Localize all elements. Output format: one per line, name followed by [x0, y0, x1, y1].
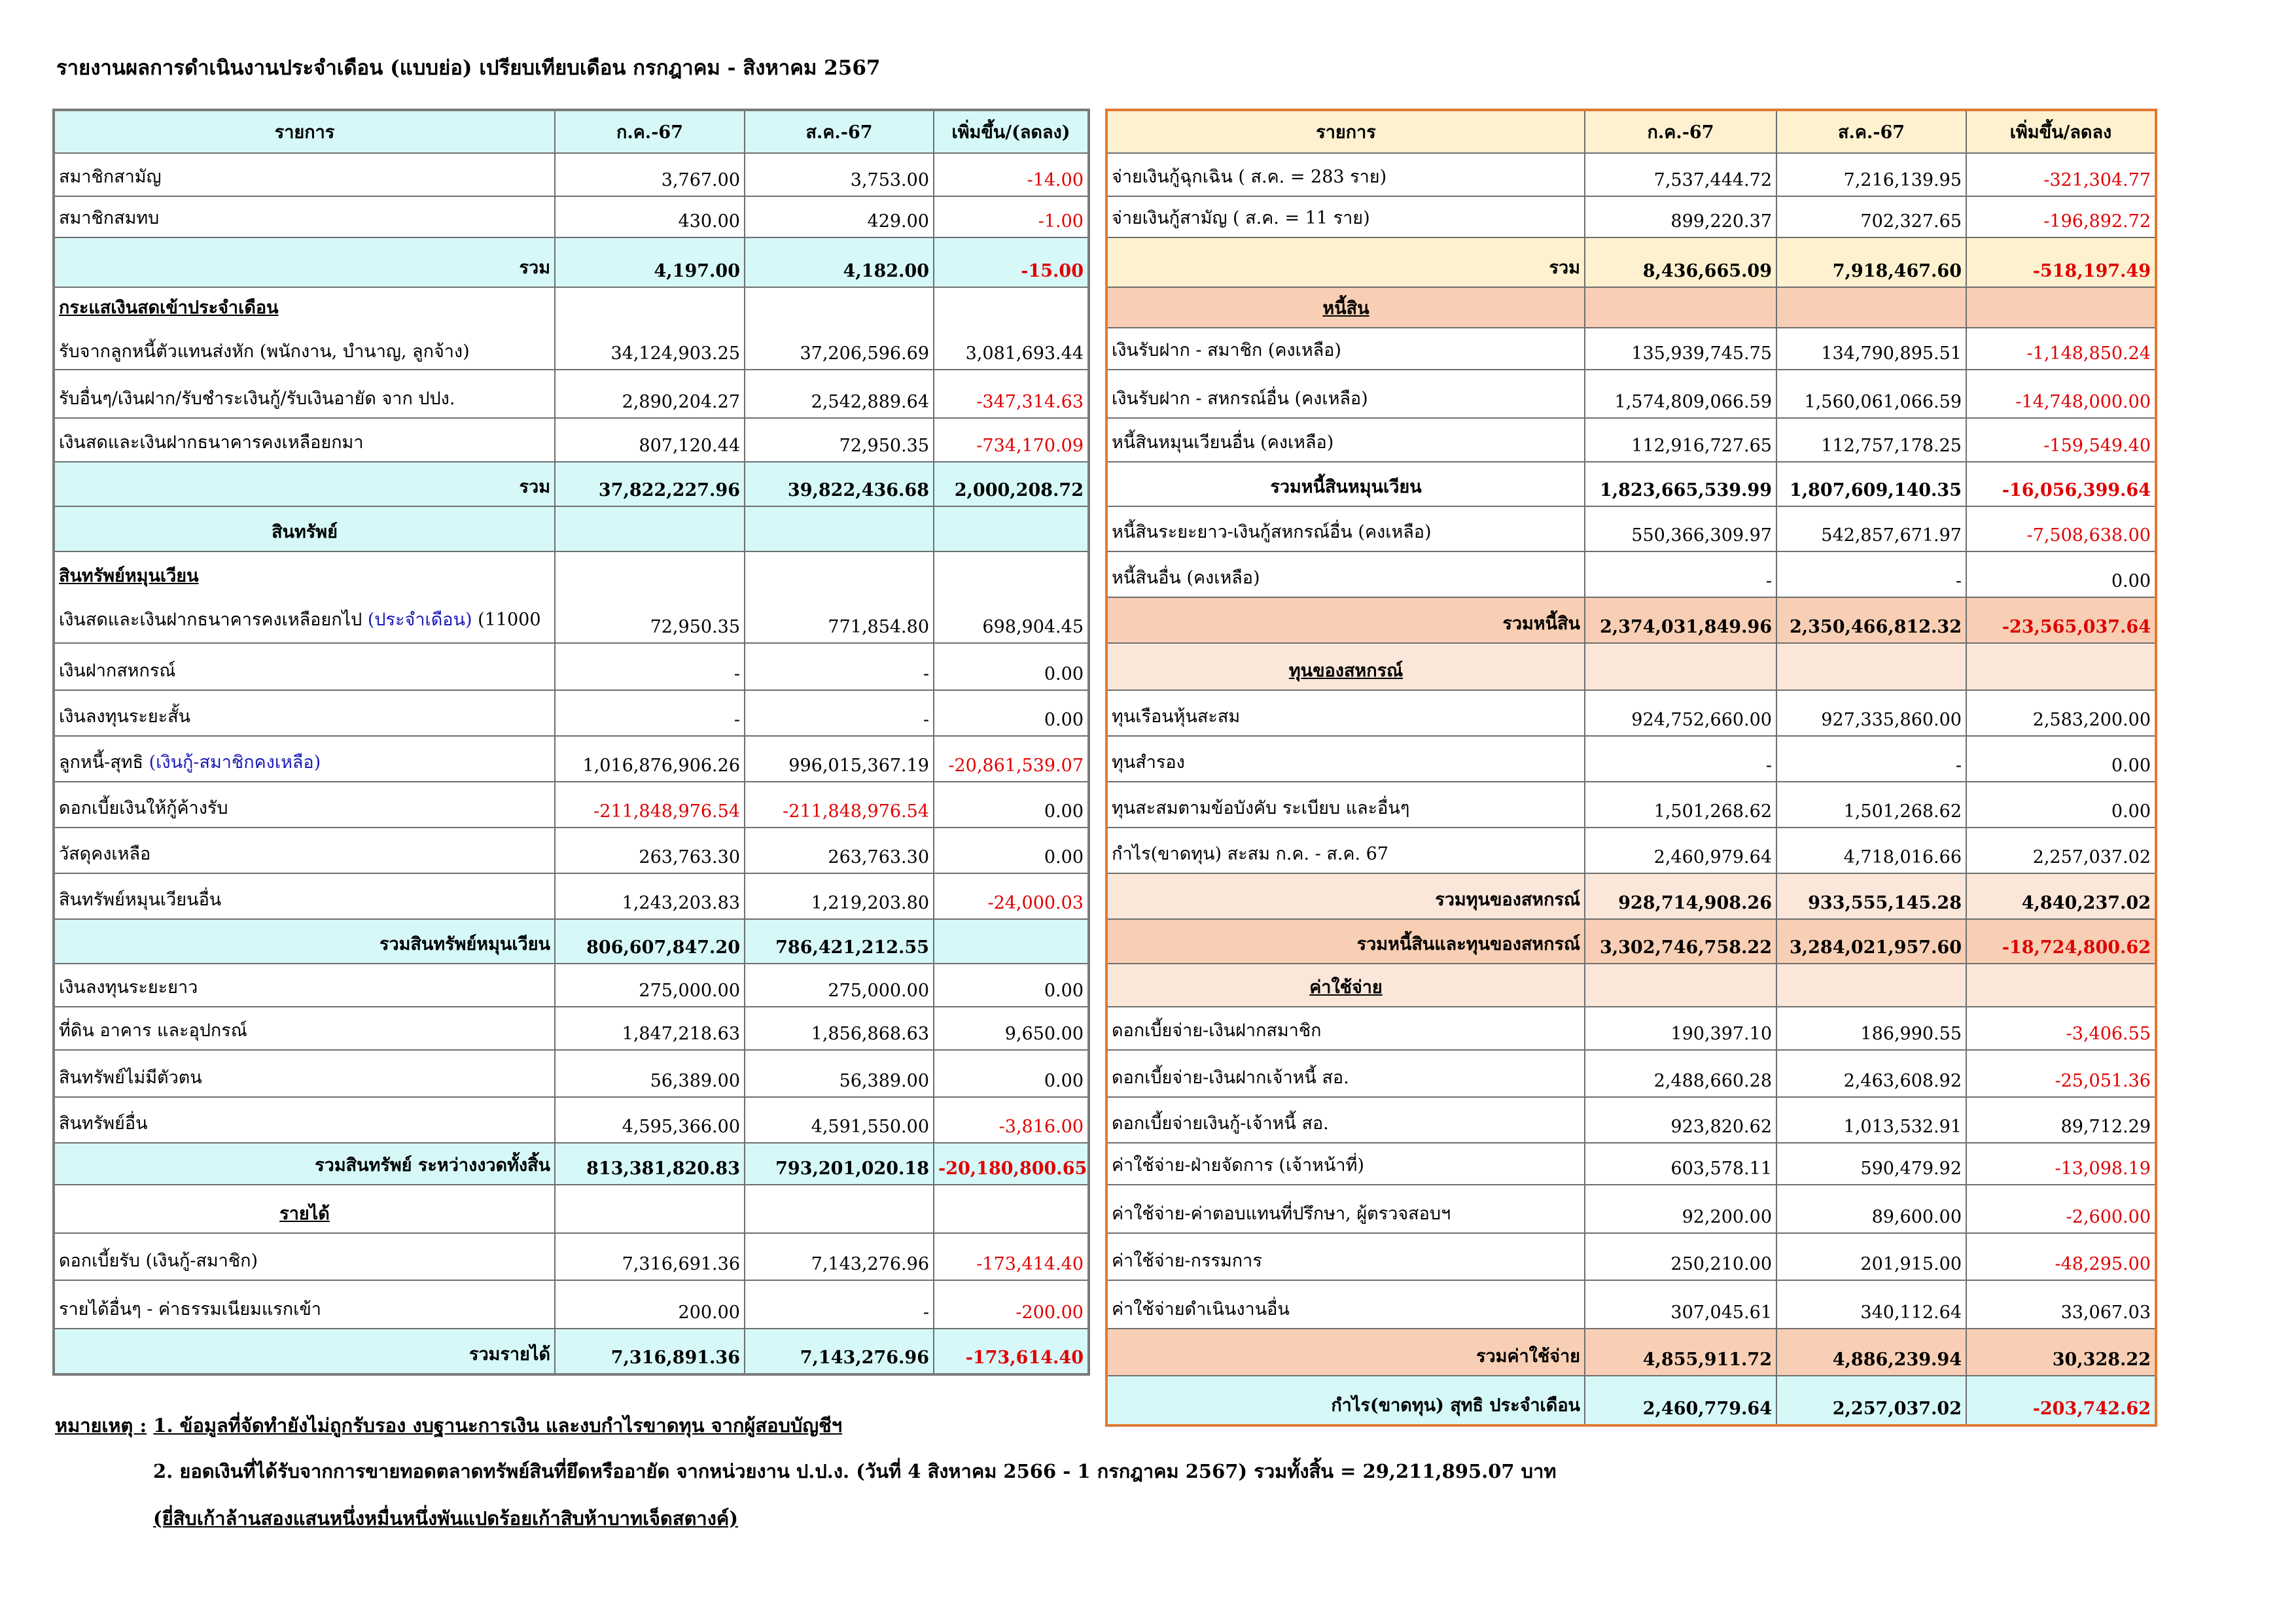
empty-cell	[1585, 643, 1776, 690]
section-heading: รายได้	[54, 1185, 555, 1233]
total-label: รวมหนี้สินและทุนของสหกรณ์	[1106, 919, 1585, 964]
table-row	[1106, 328, 2156, 370]
value-diff: -3,406.55	[1966, 1007, 2156, 1050]
table-row	[54, 1233, 1089, 1280]
row-label: เงินฝากสหกรณ์	[54, 643, 555, 690]
row-label: เงินรับฝาก - สหกรณ์อื่น (คงเหลือ)	[1106, 370, 1585, 418]
left-header-aug: ส.ค.-67	[745, 110, 934, 153]
value-diff: -518,197.49	[1966, 237, 2156, 287]
value-jul: -	[1585, 736, 1776, 782]
value-jul: 135,939,745.75	[1585, 328, 1776, 370]
value-aug: 1,560,061,066.59	[1776, 370, 1966, 418]
section-heading: สินทรัพย์หมุนเวียน	[59, 566, 199, 586]
empty-cell	[745, 1185, 934, 1233]
value-aug: -	[1776, 736, 1966, 782]
row-label: ค่าใช้จ่าย-ฝ่ายจัดการ (เจ้าหน้าที่)	[1106, 1143, 1585, 1185]
row-label: หนี้สินหมุนเวียนอื่น (คงเหลือ)	[1106, 418, 1585, 462]
left-summary-table	[52, 109, 1090, 1376]
value-aug: 3,753.00	[745, 153, 934, 196]
total-row	[1106, 919, 2156, 964]
table-row	[1106, 196, 2156, 237]
value-diff: -173,414.40	[934, 1233, 1089, 1280]
row-label: สินทรัพย์ไม่มีตัวตน	[54, 1050, 555, 1097]
table-row	[54, 196, 1089, 237]
row-label: สินทรัพย์อื่น	[54, 1097, 555, 1143]
section-row	[1106, 643, 2156, 690]
value-aug: 933,555,145.28	[1776, 873, 1966, 919]
value-diff: 89,712.29	[1966, 1097, 2156, 1143]
empty-cell	[1966, 964, 2156, 1007]
total-label: รวม	[54, 237, 555, 287]
value-aug: 4,886,239.94	[1776, 1329, 1966, 1376]
table-row	[54, 782, 1089, 828]
value-diff: -321,304.77	[1966, 153, 2156, 196]
value-jul: 4,855,911.72	[1585, 1329, 1776, 1376]
table-row	[54, 873, 1089, 919]
value-aug: 1,856,868.63	[745, 1007, 934, 1050]
row-label: ดอกเบี้ยเงินให้กู้ค้างรับ	[54, 782, 555, 828]
total-row	[54, 919, 1089, 964]
value-jul: 112,916,727.65	[1585, 418, 1776, 462]
row-label: รายได้อื่นๆ - ค่าธรรมเนียมแรกเข้า	[54, 1280, 555, 1329]
total-row	[54, 1143, 1089, 1185]
row-label: ดอกเบี้ยจ่ายเงินกู้-เจ้าหนี้ สอ.	[1106, 1097, 1585, 1143]
row-label: ที่ดิน อาคาร และอุปกรณ์	[54, 1007, 555, 1050]
value-diff: 698,904.45	[934, 551, 1089, 643]
value-aug: 112,757,178.25	[1776, 418, 1966, 462]
note-2: 2. ยอดเงินที่ได้รับจากการขายทอดตลาดทรัพย์สินที่ยึดหรืออายัด จากหน่วยงาน ป.ป.ง. (วันที่ 4 สิงหาคม 2566 - 1 กรกฎาคม 2567) รวมทั้งสิ้น = 29,211,895.07 บาท	[153, 1460, 1557, 1482]
section-row	[54, 1185, 1089, 1233]
section-row	[1106, 287, 2156, 328]
value-jul: 56,389.00	[555, 1050, 745, 1097]
table-row	[1106, 1280, 2156, 1329]
table-row	[54, 1280, 1089, 1329]
row-label: สินทรัพย์หมุนเวียนอื่น	[54, 873, 555, 919]
value-aug: 56,389.00	[745, 1050, 934, 1097]
value-aug: 2,350,466,812.32	[1776, 597, 1966, 643]
value-aug: 2,257,037.02	[1776, 1376, 1966, 1425]
right-header-jul: ก.ค.-67	[1585, 110, 1776, 153]
row-label: ลูกหนี้-สุทธิ (เงินกู้-สมาชิกคงเหลือ)	[54, 736, 555, 782]
value-jul: 34,124,903.25	[555, 287, 745, 370]
row-label: รับอื่นๆ/เงินฝาก/รับชำระเงินกู้/รับเงินอายัด จาก ปปง.	[54, 370, 555, 418]
value-diff: -20,180,800.65	[934, 1143, 1089, 1185]
value-jul: 1,501,268.62	[1585, 782, 1776, 828]
value-jul: 37,822,227.96	[555, 462, 745, 506]
value-aug: 186,990.55	[1776, 1007, 1966, 1050]
empty-cell	[1966, 287, 2156, 328]
total-label: รวมหนี้สิน	[1106, 597, 1585, 643]
empty-cell	[555, 506, 745, 551]
table-row	[1106, 828, 2156, 873]
empty-cell	[934, 506, 1089, 551]
total-row	[1106, 597, 2156, 643]
row-label: หนี้สินอื่น (คงเหลือ)	[1106, 551, 1585, 597]
value-aug: 201,915.00	[1776, 1233, 1966, 1280]
value-diff: 2,257,037.02	[1966, 828, 2156, 873]
note-1-text: 1. ข้อมูลที่จัดทำยังไม่ถูกรับรอง งบฐานะการเงิน และงบกำไรขาดทุน จากผู้สอบบัญชีฯ	[153, 1414, 843, 1437]
value-aug: 7,918,467.60	[1776, 237, 1966, 287]
row-label: ค่าใช้จ่ายดำเนินงานอื่น	[1106, 1280, 1585, 1329]
total-row	[54, 462, 1089, 506]
value-jul: 92,200.00	[1585, 1185, 1776, 1233]
table-row	[54, 736, 1089, 782]
value-diff: -25,051.36	[1966, 1050, 2156, 1097]
row-label: เงินสดและเงินฝากธนาคารคงเหลือยกไป (ประจำเดือน) (11000	[59, 610, 541, 630]
value-diff: -203,742.62	[1966, 1376, 2156, 1425]
value-jul: 1,847,218.63	[555, 1007, 745, 1050]
value-jul: 2,374,031,849.96	[1585, 597, 1776, 643]
value-jul: 275,000.00	[555, 964, 745, 1007]
value-aug: 89,600.00	[1776, 1185, 1966, 1233]
table-row	[1106, 153, 2156, 196]
value-jul: 1,574,809,066.59	[1585, 370, 1776, 418]
value-diff: 2,000,208.72	[934, 462, 1089, 506]
total-label: รวมค่าใช้จ่าย	[1106, 1329, 1585, 1376]
empty-cell	[1585, 287, 1776, 328]
value-aug: 1,807,609,140.35	[1776, 462, 1966, 506]
value-aug: 1,013,532.91	[1776, 1097, 1966, 1143]
section-heading: กระแสเงินสดเข้าประจำเดือน	[59, 298, 279, 318]
value-diff: -14.00	[934, 153, 1089, 196]
value-jul: 2,890,204.27	[555, 370, 745, 418]
value-jul: 923,820.62	[1585, 1097, 1776, 1143]
value-jul: 924,752,660.00	[1585, 690, 1776, 736]
value-diff: -200.00	[934, 1280, 1089, 1329]
row-label: เงินสดและเงินฝากธนาคารคงเหลือยกมา	[54, 418, 555, 462]
value-diff: 0.00	[934, 643, 1089, 690]
value-diff: -2,600.00	[1966, 1185, 2156, 1233]
row-label: จ่ายเงินกู้ฉุกเฉิน ( ส.ค. = 283 ราย)	[1106, 153, 1585, 196]
value-aug: 4,182.00	[745, 237, 934, 287]
total-label: รวม	[54, 462, 555, 506]
value-jul: 2,460,779.64	[1585, 1376, 1776, 1425]
value-diff: -1,148,850.24	[1966, 328, 2156, 370]
total-label: รวมทุนของสหกรณ์	[1106, 873, 1585, 919]
note-3: (ยี่สิบเก้าล้านสองแสนหนึ่งหมื่นหนึ่งพันแปดร้อยเก้าสิบห้าบาทเจ็ดสตางค์)	[153, 1507, 738, 1529]
row-label: เงินลงทุนระยะยาว	[54, 964, 555, 1007]
section-row	[1106, 964, 2156, 1007]
report-title: รายงานผลการดำเนินงานประจำเดือน (แบบย่อ) เปรียบเทียบเดือน กรกฎาคม - สิงหาคม 2567	[56, 56, 881, 80]
value-aug: 7,216,139.95	[1776, 153, 1966, 196]
value-diff: -15.00	[934, 237, 1089, 287]
value-diff: 0.00	[1966, 736, 2156, 782]
table-row	[1106, 1143, 2156, 1185]
value-diff: 0.00	[934, 964, 1089, 1007]
value-diff: -24,000.03	[934, 873, 1089, 919]
section-heading: สินทรัพย์	[54, 506, 555, 551]
row-label: ค่าใช้จ่าย-กรรมการ	[1106, 1233, 1585, 1280]
row-label: ดอกเบี้ยจ่าย-เงินฝากสมาชิก	[1106, 1007, 1585, 1050]
value-jul: 1,823,665,539.99	[1585, 462, 1776, 506]
note-1	[55, 1410, 842, 1440]
row-label: วัสดุคงเหลือ	[54, 828, 555, 873]
value-diff: -7,508,638.00	[1966, 506, 2156, 551]
total-label: รวมสินทรัพย์หมุนเวียน	[54, 919, 555, 964]
total-label: กำไร(ขาดทุน) สุทธิ ประจำเดือน	[1106, 1376, 1585, 1425]
value-aug: 134,790,895.51	[1776, 328, 1966, 370]
empty-cell	[745, 506, 934, 551]
value-aug: 702,327.65	[1776, 196, 1966, 237]
value-jul: 190,397.10	[1585, 1007, 1776, 1050]
table-row	[54, 418, 1089, 462]
table-row	[1106, 1097, 2156, 1143]
value-diff: 4,840,237.02	[1966, 873, 2156, 919]
value-jul: 430.00	[555, 196, 745, 237]
table-row	[54, 1050, 1089, 1097]
table-row	[54, 1097, 1089, 1143]
section-heading: หนี้สิน	[1106, 287, 1585, 328]
table-row	[1106, 370, 2156, 418]
table-row	[54, 964, 1089, 1007]
row-label: ค่าใช้จ่าย-ค่าตอบแทนที่ปรึกษา, ผู้ตรวจสอบฯ	[1106, 1185, 1585, 1233]
row-label: สมาชิกสามัญ	[54, 153, 555, 196]
table-row	[54, 643, 1089, 690]
value-aug: 542,857,671.97	[1776, 506, 1966, 551]
total-label: รวม	[1106, 237, 1585, 287]
value-jul: 899,220.37	[1585, 196, 1776, 237]
value-diff: 0.00	[934, 690, 1089, 736]
total-row	[1106, 873, 2156, 919]
total-label: รวมรายได้	[54, 1329, 555, 1374]
cashflow-section	[54, 287, 555, 370]
value-jul: 1,243,203.83	[555, 873, 745, 919]
value-diff: -159,549.40	[1966, 418, 2156, 462]
row-label: เงินรับฝาก - สมาชิก (คงเหลือ)	[1106, 328, 1585, 370]
value-diff: -3,816.00	[934, 1097, 1089, 1143]
total-label: รวมหนี้สินหมุนเวียน	[1106, 462, 1585, 506]
value-jul: 807,120.44	[555, 418, 745, 462]
row-label: กำไร(ขาดทุน) สะสม ก.ค. - ส.ค. 67	[1106, 828, 1585, 873]
total-row	[1106, 462, 2156, 506]
row-label: รับจากลูกหนี้ตัวแทนส่งหัก (พนักงาน, บำนาญ, ลูกจ้าง)	[59, 341, 470, 362]
note-lead: หมายเหตุ :	[55, 1414, 147, 1437]
value-jul: -211,848,976.54	[555, 782, 745, 828]
table-row	[1106, 1185, 2156, 1233]
value-diff	[934, 919, 1089, 964]
empty-cell	[1776, 287, 1966, 328]
left-header-item: รายการ	[54, 110, 555, 153]
table-row	[1106, 1233, 2156, 1280]
value-diff: -734,170.09	[934, 418, 1089, 462]
value-diff: -347,314.63	[934, 370, 1089, 418]
total-row	[1106, 1329, 2156, 1376]
table-row	[1106, 418, 2156, 462]
empty-cell	[934, 1185, 1089, 1233]
value-jul: 1,016,876,906.26	[555, 736, 745, 782]
value-jul: 813,381,820.83	[555, 1143, 745, 1185]
table-row	[1106, 736, 2156, 782]
value-jul: 2,488,660.28	[1585, 1050, 1776, 1097]
value-aug: -	[745, 690, 934, 736]
value-aug: 4,718,016.66	[1776, 828, 1966, 873]
section-heading: ค่าใช้จ่าย	[1106, 964, 1585, 1007]
value-jul: -	[555, 690, 745, 736]
value-aug: 37,206,596.69	[745, 287, 934, 370]
value-diff: 33,067.03	[1966, 1280, 2156, 1329]
value-jul: 200.00	[555, 1280, 745, 1329]
table-row	[54, 370, 1089, 418]
value-jul: 7,537,444.72	[1585, 153, 1776, 196]
value-diff: -23,565,037.64	[1966, 597, 2156, 643]
value-diff: 0.00	[934, 828, 1089, 873]
total-row	[54, 1329, 1089, 1374]
value-jul: 928,714,908.26	[1585, 873, 1776, 919]
table-row	[1106, 782, 2156, 828]
value-diff: -16,056,399.64	[1966, 462, 2156, 506]
value-jul: 307,045.61	[1585, 1280, 1776, 1329]
value-diff: 9,650.00	[934, 1007, 1089, 1050]
value-jul: 72,950.35	[555, 551, 745, 643]
value-aug: 4,591,550.00	[745, 1097, 934, 1143]
value-jul: 250,210.00	[1585, 1233, 1776, 1280]
empty-cell	[1585, 964, 1776, 1007]
table-row	[54, 828, 1089, 873]
value-aug: -211,848,976.54	[745, 782, 934, 828]
value-aug: 39,822,436.68	[745, 462, 934, 506]
empty-cell	[1776, 643, 1966, 690]
value-aug: 786,421,212.55	[745, 919, 934, 964]
value-jul: 3,302,746,758.22	[1585, 919, 1776, 964]
row-label: สมาชิกสมทบ	[54, 196, 555, 237]
value-diff: 3,081,693.44	[934, 287, 1089, 370]
row-label: จ่ายเงินกู้สามัญ ( ส.ค. = 11 ราย)	[1106, 196, 1585, 237]
value-diff: 2,583,200.00	[1966, 690, 2156, 736]
value-jul: 550,366,309.97	[1585, 506, 1776, 551]
table-row	[54, 1007, 1089, 1050]
value-diff: -48,295.00	[1966, 1233, 2156, 1280]
value-jul: 2,460,979.64	[1585, 828, 1776, 873]
table-row	[1106, 690, 2156, 736]
empty-cell	[1966, 643, 2156, 690]
right-summary-table	[1105, 109, 2157, 1427]
total-row	[54, 237, 1089, 287]
value-diff: 0.00	[934, 782, 1089, 828]
value-diff: -14,748,000.00	[1966, 370, 2156, 418]
value-aug: 340,112.64	[1776, 1280, 1966, 1329]
value-jul: 4,197.00	[555, 237, 745, 287]
value-aug: 275,000.00	[745, 964, 934, 1007]
left-header-jul: ก.ค.-67	[555, 110, 745, 153]
table-row	[54, 153, 1089, 196]
value-aug: 72,950.35	[745, 418, 934, 462]
value-aug: 927,335,860.00	[1776, 690, 1966, 736]
value-diff: 0.00	[934, 1050, 1089, 1097]
total-label: รวมสินทรัพย์ ระหว่างงวดทั้งสิ้น	[54, 1143, 555, 1185]
value-aug: 263,763.30	[745, 828, 934, 873]
empty-cell	[1776, 964, 1966, 1007]
value-diff: -13,098.19	[1966, 1143, 2156, 1185]
value-aug: 7,143,276.96	[745, 1233, 934, 1280]
value-jul: 603,578.11	[1585, 1143, 1776, 1185]
value-aug: 429.00	[745, 196, 934, 237]
row-label: ทุนเรือนหุ้นสะสม	[1106, 690, 1585, 736]
row-label: ดอกเบี้ยรับ (เงินกู้-สมาชิก)	[54, 1233, 555, 1280]
value-jul: 806,607,847.20	[555, 919, 745, 964]
table-row	[54, 551, 1089, 643]
section-heading: ทุนของสหกรณ์	[1106, 643, 1585, 690]
left-header-diff: เพิ่มขึ้น/(ลดลง)	[934, 110, 1089, 153]
table-row	[1106, 551, 2156, 597]
value-jul: 4,595,366.00	[555, 1097, 745, 1143]
total-row	[1106, 237, 2156, 287]
right-header-diff: เพิ่มขึ้น/ลดลง	[1966, 110, 2156, 153]
value-jul: 263,763.30	[555, 828, 745, 873]
row-label: เงินลงทุนระยะสั้น	[54, 690, 555, 736]
value-jul: 8,436,665.09	[1585, 237, 1776, 287]
value-jul: -	[1585, 551, 1776, 597]
table-row	[54, 287, 1089, 370]
section-row	[54, 506, 1089, 551]
value-aug: 1,501,268.62	[1776, 782, 1966, 828]
table-row	[54, 690, 1089, 736]
row-label: ทุนสำรอง	[1106, 736, 1585, 782]
right-header-item: รายการ	[1106, 110, 1585, 153]
value-jul: 3,767.00	[555, 153, 745, 196]
row-label: ดอกเบี้ยจ่าย-เงินฝากเจ้าหนี้ สอ.	[1106, 1050, 1585, 1097]
value-aug: -	[745, 1280, 934, 1329]
value-diff: 30,328.22	[1966, 1329, 2156, 1376]
value-aug: 7,143,276.96	[745, 1329, 934, 1374]
current-assets-section	[54, 551, 555, 643]
value-jul: 7,316,891.36	[555, 1329, 745, 1374]
value-diff: -196,892.72	[1966, 196, 2156, 237]
value-jul: -	[555, 643, 745, 690]
value-aug: 2,542,889.64	[745, 370, 934, 418]
value-aug: 996,015,367.19	[745, 736, 934, 782]
value-diff: -20,861,539.07	[934, 736, 1089, 782]
value-jul: 7,316,691.36	[555, 1233, 745, 1280]
value-diff: -18,724,800.62	[1966, 919, 2156, 964]
value-diff: -1.00	[934, 196, 1089, 237]
table-row	[1106, 506, 2156, 551]
right-header-aug: ส.ค.-67	[1776, 110, 1966, 153]
row-label: หนี้สินระยะยาว-เงินกู้สหกรณ์อื่น (คงเหลือ)	[1106, 506, 1585, 551]
value-aug: 771,854.80	[745, 551, 934, 643]
row-label: ทุนสะสมตามข้อบังคับ ระเบียบ และอื่นๆ	[1106, 782, 1585, 828]
net-profit-row	[1106, 1376, 2156, 1425]
value-aug: 2,463,608.92	[1776, 1050, 1966, 1097]
value-aug: 590,479.92	[1776, 1143, 1966, 1185]
empty-cell	[555, 1185, 745, 1233]
table-row	[1106, 1007, 2156, 1050]
value-aug: 793,201,020.18	[745, 1143, 934, 1185]
value-diff: -173,614.40	[934, 1329, 1089, 1374]
value-diff: 0.00	[1966, 782, 2156, 828]
value-aug: 3,284,021,957.60	[1776, 919, 1966, 964]
value-diff: 0.00	[1966, 551, 2156, 597]
value-aug: 1,219,203.80	[745, 873, 934, 919]
table-row	[1106, 1050, 2156, 1097]
value-aug: -	[1776, 551, 1966, 597]
value-aug: -	[745, 643, 934, 690]
